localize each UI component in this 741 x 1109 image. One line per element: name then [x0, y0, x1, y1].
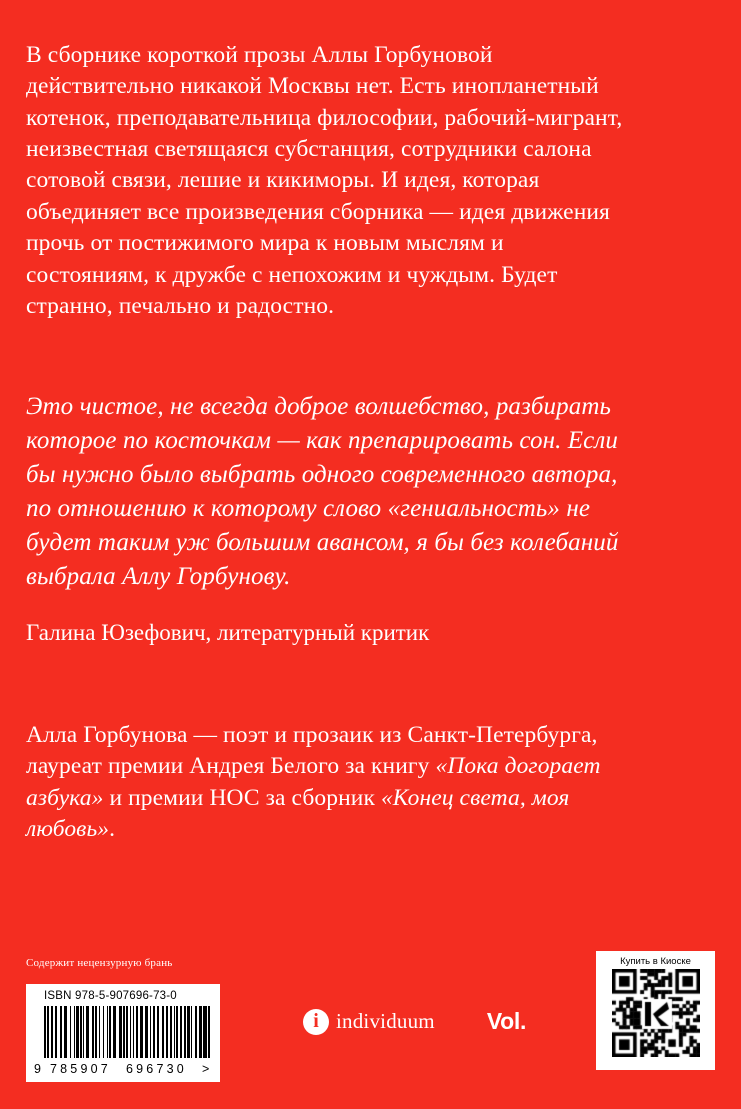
isbn-label: ISBN 978-5-907696-73-0	[44, 990, 177, 1002]
author-bio	[26, 720, 626, 845]
ean-digit-leading: 9	[34, 1062, 41, 1076]
publisher-logos	[303, 1008, 526, 1035]
publisher-logo-individuum	[303, 1009, 435, 1035]
cover-text-column	[26, 0, 626, 846]
bio-segment-1: Алла Горбунова — поэт и прозаик из Санкт-Петербурга, лауреат премии Андрея Белого за книгу	[26, 722, 598, 780]
barcode-block	[26, 984, 220, 1082]
publisher-name: individuum	[336, 1009, 435, 1033]
review-attribution: Галина Юзефович, литературный критик	[26, 620, 430, 646]
ean-digit-trailing: >	[202, 1062, 210, 1076]
blurb-paragraph	[26, 40, 626, 322]
imprint-logo-vol: Vol.	[486, 1008, 527, 1034]
bio-book-title-2: «Конец света, моя любовь»	[26, 784, 570, 843]
qr-code-icon[interactable]	[612, 969, 700, 1057]
bio-segment-3: .	[109, 816, 116, 843]
barcode-bars	[44, 1006, 212, 1058]
ean-digit-group-1: 785907	[50, 1062, 111, 1076]
individuum-circle-icon	[303, 1009, 329, 1035]
blurb-text: В сборнике короткой прозы Аллы Горбуновой действительно никакой Москвы нет. Есть инопланетный котенок, преподавательница философии, рабочий-мигрант, неизвестная светящаяся субстанция, сотрудники салона сотовой связи, лешие и кикиморы. И идея, которая объединяет все произведения сборника — идея движения прочь от постижимого мира к новым мыслям и состояниям, к дружбе с непохожим и чуждым. Будет странно, печально и радостно.	[26, 42, 623, 319]
review-quote	[26, 390, 626, 594]
author-bio-text	[26, 720, 626, 845]
qr-purchase-block[interactable]	[596, 951, 715, 1070]
ean-digit-group-2: 696730	[126, 1062, 187, 1076]
ean-digits	[34, 1062, 212, 1076]
content-warning-label: Содержит нецензурную брань	[26, 957, 173, 969]
review-quote-text: Это чистое, не всегда доброе волшебство, разбирать которое по косточкам — как препарировать сон. Если бы нужно было выбрать одного современного автора, по отношению к которому слово «гениальность» не будет таким уж большим авансом, я бы без колебаний выбрала Аллу Горбунову.	[26, 393, 619, 591]
qr-label: Купить в Киоске	[620, 956, 691, 967]
bio-book-title-1: «Пока догорает азбука»	[26, 753, 601, 811]
bio-segment-2: и премии НОС за сборник	[103, 784, 381, 811]
